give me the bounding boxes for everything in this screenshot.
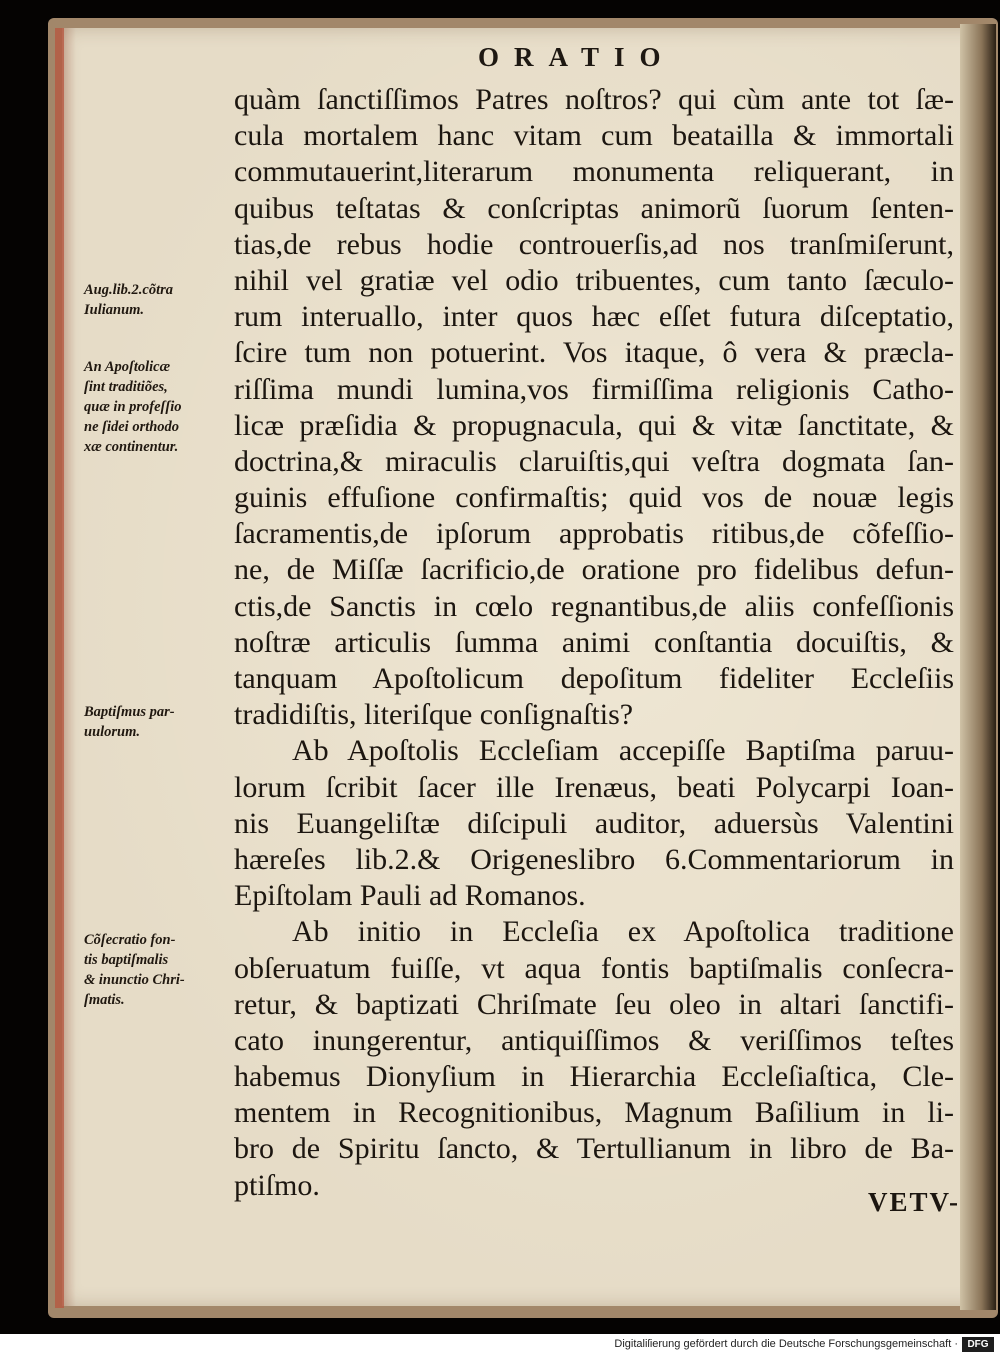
text-line: tias,de rebus hodie controuerſis,ad nos tranſmiſerunt,: [234, 227, 954, 261]
text-line: quàm ſanctiſſimos Patres noſtros? qui cùm ante tot ſæ-: [234, 83, 954, 116]
text-line: doctrina,& miraculis claruiſtis,qui veſtra dogmata ſan-: [234, 444, 954, 478]
text-line: Ab initio in Eccleſia ex Apoſtolica traditione: [292, 915, 954, 949]
marginal-line: quæ in profeſſio: [84, 399, 182, 415]
text-line: noſtræ articulis ſumma animi conſtantia docuiſtis, &: [234, 625, 954, 659]
text-line: nis Euangeliſtæ diſcipuli auditor, aduersùs Valentini: [234, 806, 954, 840]
text-line: riſſima mundi lumina,vos firmiſſima religionis Catho-: [234, 372, 954, 406]
footer-bar: [0, 1334, 1000, 1356]
text-line: lorum ſcribit ſacer ille Irenæus, beati Polycarpi Ioan-: [234, 770, 954, 804]
marginal-note-apostolic-traditions: [84, 357, 226, 457]
running-head: ORATIO: [478, 42, 676, 72]
marginal-line: ſmatis.: [84, 992, 125, 1008]
text-line: ctis,de Sanctis in cœlo regnantibus,de aliis confeſſionis: [234, 589, 954, 623]
marginal-line: ne ſidei orthodo: [84, 419, 180, 435]
marginal-note-augustine: [84, 280, 226, 320]
marginal-line: & inunctio Chri-: [84, 972, 185, 988]
text-line: tanquam Apoſtolicum depoſitum fideliter Eccleſiis: [234, 662, 954, 695]
marginal-note-infant-baptism: [84, 702, 226, 742]
text-line: tradidiſtis, literiſque conſignaſtis?: [234, 698, 634, 732]
text-line: guinis effuſione confirmaſtis; quid vos de nouæ legis: [234, 481, 954, 515]
text-line: ſacramentis,de ipſorum approbatis ritibus,de cõfeſſio-: [234, 517, 954, 551]
text-line: ptiſmo.: [234, 1168, 320, 1202]
text-line: Epiſtolam Pauli ad Romanos.: [234, 879, 586, 913]
marginal-line: ſint traditiões,: [84, 379, 168, 395]
text-line: ſcire tum non potuerint. Vos itaque, ô vera & præcla-: [234, 336, 954, 370]
text-line: cato inungerentur, antiquiſſimos & veriſſimos teſtes: [234, 1023, 954, 1057]
funding-credit: Digitaliſierung gefördert durch die Deutsche Forschungsgemeinschaft ·: [614, 1338, 958, 1350]
marginal-line: Aug.lib.2.cõtra: [84, 282, 174, 298]
text-line: cula mortalem hanc vitam cum beataillа & immortali: [234, 119, 954, 153]
page-red-edge: [55, 28, 64, 1308]
text-line: retur, & baptizati Chriſmate ſeu oleo in altari ſanctifi-: [234, 987, 954, 1021]
marginal-line: tis baptiſmalis: [84, 952, 169, 968]
text-line: obſeruatum fuiſſe, vt aqua fontis baptiſmalis conſecra-: [234, 951, 954, 985]
marginal-line: Iulianum.: [84, 302, 145, 318]
text-line: quibus teſtatas & conſcriptas animorũ ſuorum ſenten-: [234, 191, 954, 225]
dfg-logo-icon[interactable]: DFG: [962, 1337, 994, 1352]
text-line: mentem in Recognitionibus, Magnum Baſilium in li-: [234, 1096, 954, 1130]
text-line: rum interuallo, inter quos hæc eſſet futura diſceptatio,: [234, 300, 954, 334]
text-line: nihil vel gratiæ vel odio tribuentes, cum tanto ſæculo-: [234, 263, 954, 297]
text-line: commutauerint,literarum monumenta reliquerant, in: [234, 155, 954, 189]
marginal-line: An Apoſtolicæ: [84, 359, 171, 375]
marginal-line: uulorum.: [84, 724, 141, 740]
marginal-line: Cõſecratio fon-: [84, 932, 176, 948]
text-line: licæ præſidia & propugnacula, qui & vitæ ſanctitate, &: [234, 408, 954, 442]
marginal-note-font-consecration: [84, 930, 226, 1010]
text-line: ne, de Miſſæ ſacrificio,de oratione pro fidelibus defun-: [234, 553, 954, 587]
marginal-line: xæ continentur.: [84, 439, 179, 455]
text-line: hæreſes lib.2.& Origeneslibro 6.Commentariorum in: [234, 842, 954, 876]
text-line: habemus Dionyſium in Hierarchia Eccleſiaſtica, Cle-: [234, 1060, 954, 1094]
text-line: bro de Spiritu ſancto, & Tertullianum in libro de Ba-: [234, 1132, 954, 1166]
text-line: Ab Apoſtolis Eccleſiam accepiſſe Baptiſma paruu-: [292, 734, 954, 768]
marginal-line: Baptiſmus par-: [84, 704, 175, 720]
catchword: VETV-: [868, 1187, 961, 1217]
page-gutter-shadow: [960, 24, 996, 1310]
body-text: [234, 82, 954, 1204]
